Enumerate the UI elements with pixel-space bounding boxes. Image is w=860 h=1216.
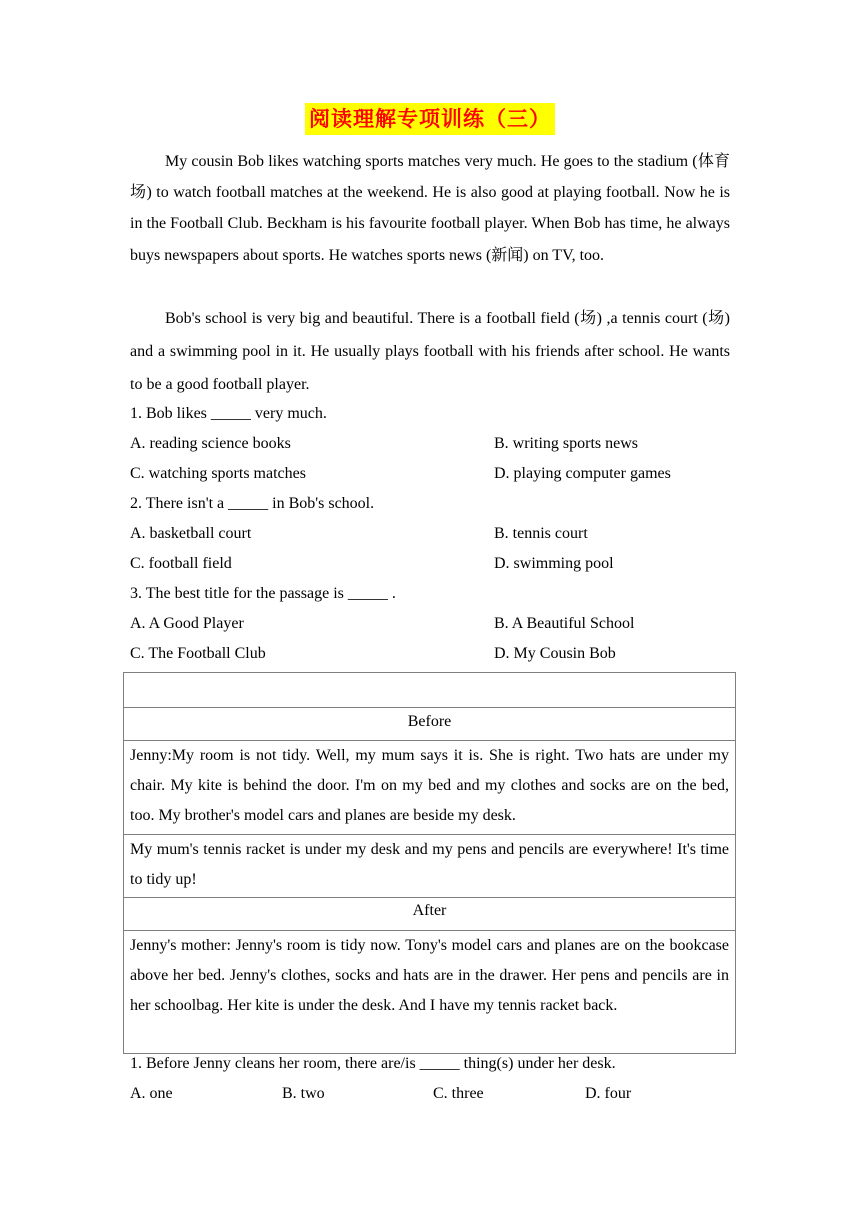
table-before-text-cell-1 (123, 740, 736, 835)
table-before-text-cell-2 (123, 834, 736, 898)
before-text-2: My mum's tennis racket is under my desk and my pens and pencils are everywhere! It's time to tidy up! (130, 841, 729, 888)
after-text: Jenny's mother: Jenny's room is tidy now. Tony's model cars and planes are on the bookcase above her bed. Jenny's clothes, socks and hats are in the drawer. Her pens and pencils are in her schoolbag. Her kite is under the desk. And I have my tennis racket back. (130, 937, 729, 1014)
before-label: Before (407, 713, 452, 730)
question-1-option-a: A. reading science books (130, 435, 291, 452)
after-label: After (412, 902, 447, 919)
question-3-option-b: B. A Beautiful School (494, 615, 635, 632)
table-after-text-cell (123, 930, 736, 1054)
question-2-stem: 2. There isn't a _____ in Bob's school. (130, 495, 375, 512)
question-1-option-b: B. writing sports news (494, 435, 638, 452)
passage2-question-1-option-a: A. one (130, 1085, 173, 1102)
passage2-question-1-option-b: B. two (282, 1085, 325, 1102)
title-wrap (0, 103, 860, 135)
question-2-option-c: C. football field (130, 555, 232, 572)
passage1-paragraph-2: Bob's school is very big and beautiful. There is a football field (场) ,a tennis court (场) and a swimming pool in it. He usually plays football with his friends after school. He wants to be a good football player. (130, 310, 730, 393)
table-after-label-cell (123, 897, 736, 931)
question-3-option-d: D. My Cousin Bob (494, 645, 616, 662)
question-2-option-a: A. basketball court (130, 525, 252, 542)
before-text-1: Jenny:My room is not tidy. Well, my mum says it is. She is right. Two hats are under my chair. My kite is behind the door. I'm on my bed and my clothes and socks are on the bed, too. My brother's model cars and planes are beside my desk. (130, 747, 729, 824)
passage1-paragraph-1: My cousin Bob likes watching sports matches very much. He goes to the stadium (体育场) to watch football matches at the weekend. He is also good at playing football. Now he is in the Football Club. Beckham is his favourite football player. When Bob has time, he always buys newspapers about sports. He watches sports news (新闻) on TV, too. (130, 153, 730, 264)
table-empty-header-cell (123, 672, 736, 708)
question-3-option-a: A. A Good Player (130, 615, 244, 632)
question-3-stem: 3. The best title for the passage is _____ . (130, 585, 396, 602)
table-before-label-cell (123, 707, 736, 741)
passage2-question-1-option-c: C. three (433, 1085, 484, 1102)
question-2-option-d: D. swimming pool (494, 555, 614, 572)
page-title: 阅读理解专项训练（三） (305, 103, 555, 135)
question-1-option-d: D. playing computer games (494, 465, 671, 482)
question-1-stem: 1. Bob likes _____ very much. (130, 405, 327, 422)
question-3-option-c: C. The Football Club (130, 645, 266, 662)
passage2-question-1-option-d: D. four (585, 1085, 632, 1102)
question-2-option-b: B. tennis court (494, 525, 588, 542)
passage2-question-1-stem: 1. Before Jenny cleans her room, there are/is _____ thing(s) under her desk. (130, 1055, 616, 1072)
question-1-option-c: C. watching sports matches (130, 465, 306, 482)
